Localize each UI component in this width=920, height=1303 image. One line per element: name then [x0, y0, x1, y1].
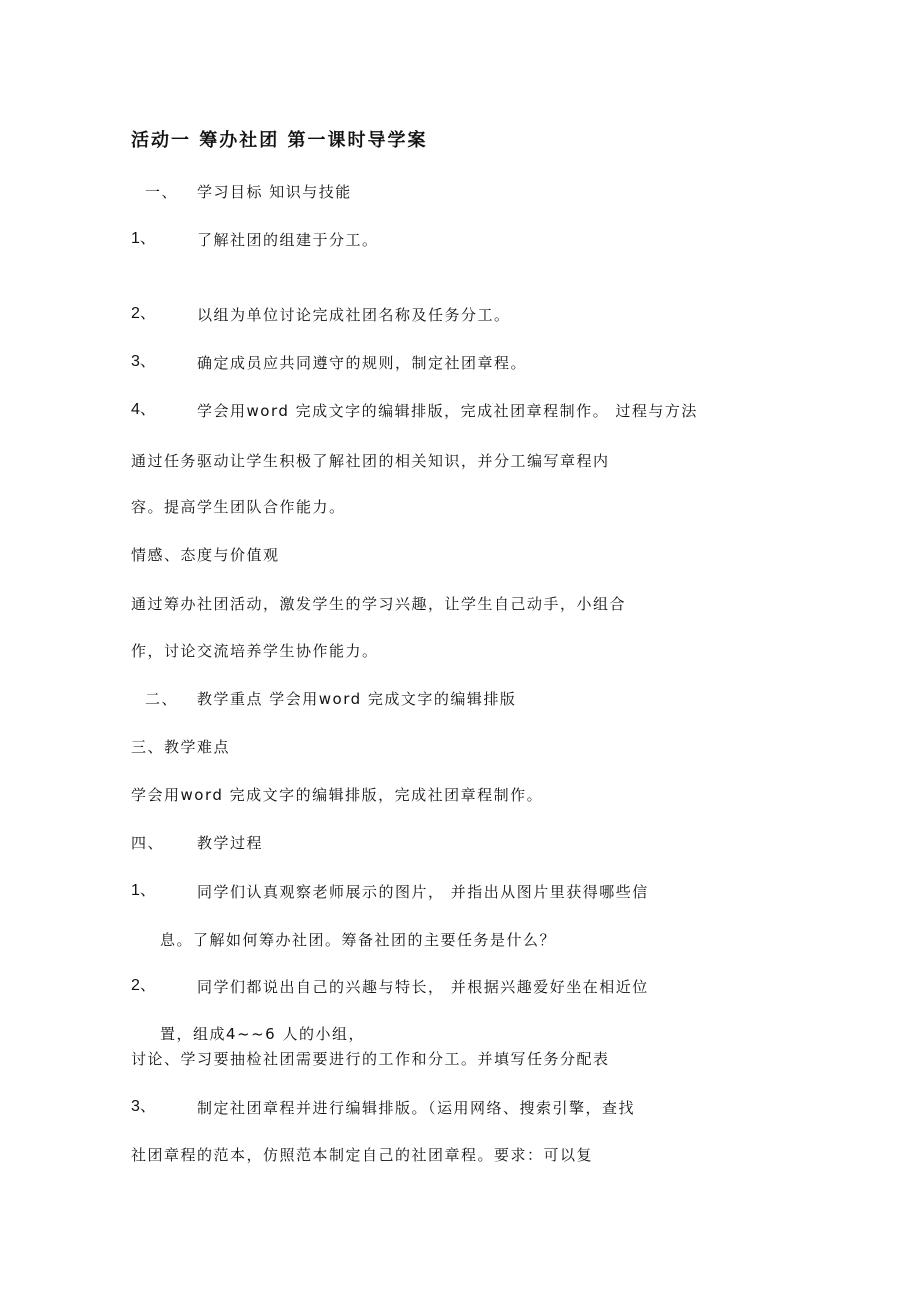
goal-4-number: 4、: [131, 401, 156, 418]
step-3-line-2: 社团章程的范本，仿照范本制定自己的社团章程。要求：可以复: [131, 1146, 594, 1164]
attitude-line-1: 通过筹办社团活动，激发学生的学习兴趣，让学生自己动手，小组合: [131, 595, 627, 613]
process-method-line-2: 容。提高学生团队合作能力。: [131, 498, 346, 516]
process-method-line-1: 通过任务驱动让学生积极了解社团的相关知识，并分工编写章程内: [131, 452, 610, 470]
step-2-line-1: 同学们都说出自己的兴趣与特长， 并根据兴趣爱好坐在相近位: [197, 978, 649, 996]
step-1-number: 1、: [131, 882, 156, 899]
attitude-line-2: 作，讨论交流培养学生协作能力。: [131, 642, 379, 660]
section-3-heading: 三、教学难点: [131, 738, 231, 756]
goal-2-text: 以组为单位讨论完成社团名称及任务分工。: [197, 306, 511, 324]
step-3-line-1: 制定社团章程并进行编辑排版。（运用网络、搜索引擎，查找: [197, 1099, 636, 1117]
section-2-heading: 教学重点 学会用word 完成文字的编辑排版: [197, 690, 517, 708]
step-2-line-2: 置，组成4~~6 人的小组，: [160, 1025, 365, 1043]
section-1-heading: 学习目标 知识与技能: [197, 183, 352, 201]
section-4-heading: 教学过程: [197, 834, 264, 852]
section-3-text: 学会用word 完成文字的编辑排版，完成社团章程制作。: [131, 786, 544, 804]
attitude-heading: 情感、态度与价值观: [131, 546, 280, 564]
document-title: 活动一 筹办社团 第一课时导学案: [131, 130, 428, 151]
section-4-number: 四、: [131, 834, 165, 852]
section-1-number: 一、: [145, 183, 179, 201]
goal-3-text: 确定成员应共同遵守的规则，制定社团章程。: [197, 354, 528, 372]
step-1-line-1: 同学们认真观察老师展示的图片， 并指出从图片里获得哪些信: [197, 883, 649, 901]
step-2-number: 2、: [131, 977, 156, 994]
goal-1-number: 1、: [131, 230, 156, 247]
step-1-line-2: 息。了解如何筹办社团。筹备社团的主要任务是什么？: [160, 931, 557, 949]
step-2-line-3: 讨论、学习要抽检社团需要进行的工作和分工。并填写任务分配表: [131, 1050, 610, 1068]
goal-1-text: 了解社团的组建于分工。: [197, 231, 379, 249]
goal-4-text: 学会用word 完成文字的编辑排版，完成社团章程制作。 过程与方法: [197, 402, 698, 420]
goal-2-number: 2、: [131, 305, 156, 322]
section-2-number: 二、: [145, 690, 179, 708]
step-3-number: 3、: [131, 1098, 156, 1115]
goal-3-number: 3、: [131, 353, 156, 370]
